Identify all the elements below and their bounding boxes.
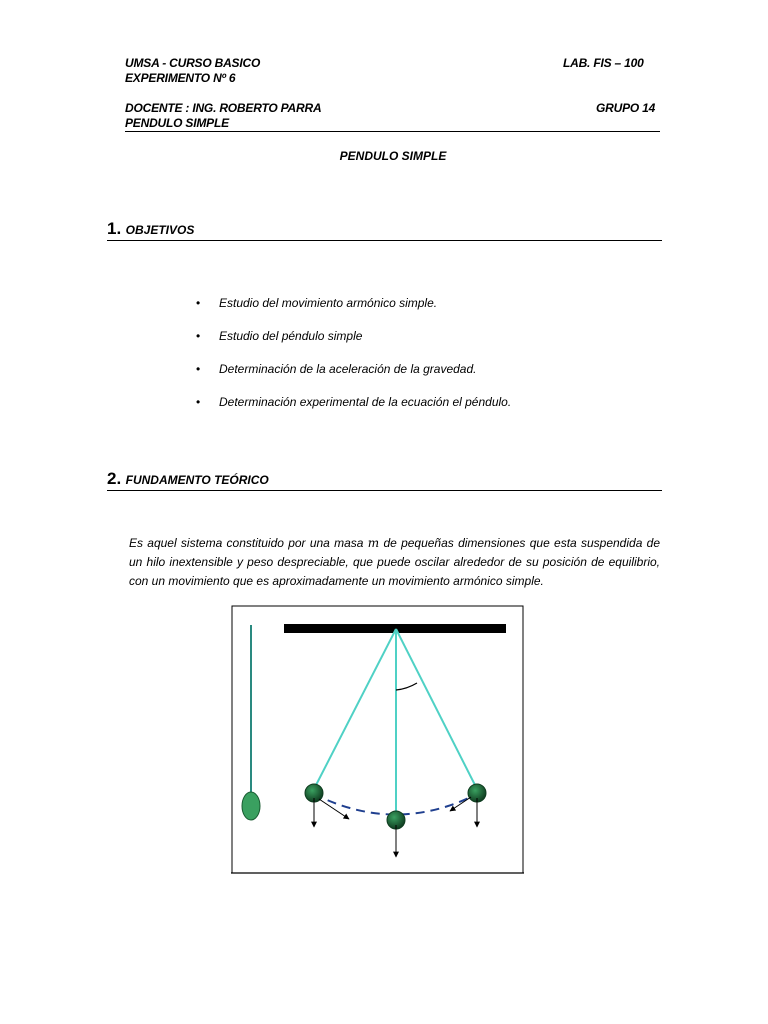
mass-symbol: m xyxy=(367,536,380,550)
section-2-number: 2. xyxy=(107,469,122,488)
paragraph-text-end: de pequeñas dimensiones que esta suspendida de un hilo inextensible y peso despreciable, que puede oscilar alrededor de su posición de equilibrio, con un movimiento que es aproximadamente un movimiento armónico simple. xyxy=(129,536,660,588)
objective-text: Determinación de la aceleración de la gravedad. xyxy=(219,362,477,376)
section-2-title: FUNDAMENTO TEÓRICO xyxy=(125,473,269,487)
section-1-heading xyxy=(107,219,194,239)
list-item xyxy=(196,362,511,395)
angle-arc xyxy=(396,683,417,690)
header-rule xyxy=(125,131,660,132)
section-2-heading xyxy=(107,469,269,489)
header-teacher: DOCENTE : ING. ROBERTO PARRA xyxy=(125,101,322,115)
reference-bob xyxy=(242,792,260,820)
list-item xyxy=(196,296,511,329)
bullet-icon: • xyxy=(196,362,201,376)
header-institution: UMSA - CURSO BASICO xyxy=(125,56,261,70)
header-lab: LAB. FIS – 100 xyxy=(563,56,644,70)
string-left xyxy=(314,629,396,789)
header-topic: PENDULO SIMPLE xyxy=(125,116,229,130)
section-1-rule xyxy=(107,240,662,241)
objectives-list xyxy=(196,296,511,428)
theory-paragraph xyxy=(129,534,660,591)
paragraph-text-start: Es aquel sistema constituido por una masa xyxy=(129,536,368,550)
figure-frame xyxy=(232,606,523,873)
objective-text: Estudio del movimiento armónico simple. xyxy=(219,296,438,310)
list-item xyxy=(196,395,511,428)
bullet-icon: • xyxy=(196,329,201,343)
objective-text: Estudio del péndulo simple xyxy=(219,329,363,343)
document-title: PENDULO SIMPLE xyxy=(339,149,447,163)
bullet-icon: • xyxy=(196,395,201,409)
bullet-icon: • xyxy=(196,296,201,310)
list-item xyxy=(196,329,511,362)
header-group: GRUPO 14 xyxy=(596,101,656,115)
objective-text: Determinación experimental de la ecuación el péndulo. xyxy=(219,395,512,409)
header-experiment: EXPERIMENTO Nº 6 xyxy=(125,71,236,85)
section-1-title: OBJETIVOS xyxy=(125,223,195,237)
section-2-rule xyxy=(107,490,662,491)
pendulum-figure xyxy=(231,605,524,874)
string-right xyxy=(396,629,477,789)
section-1-number: 1. xyxy=(107,219,122,238)
